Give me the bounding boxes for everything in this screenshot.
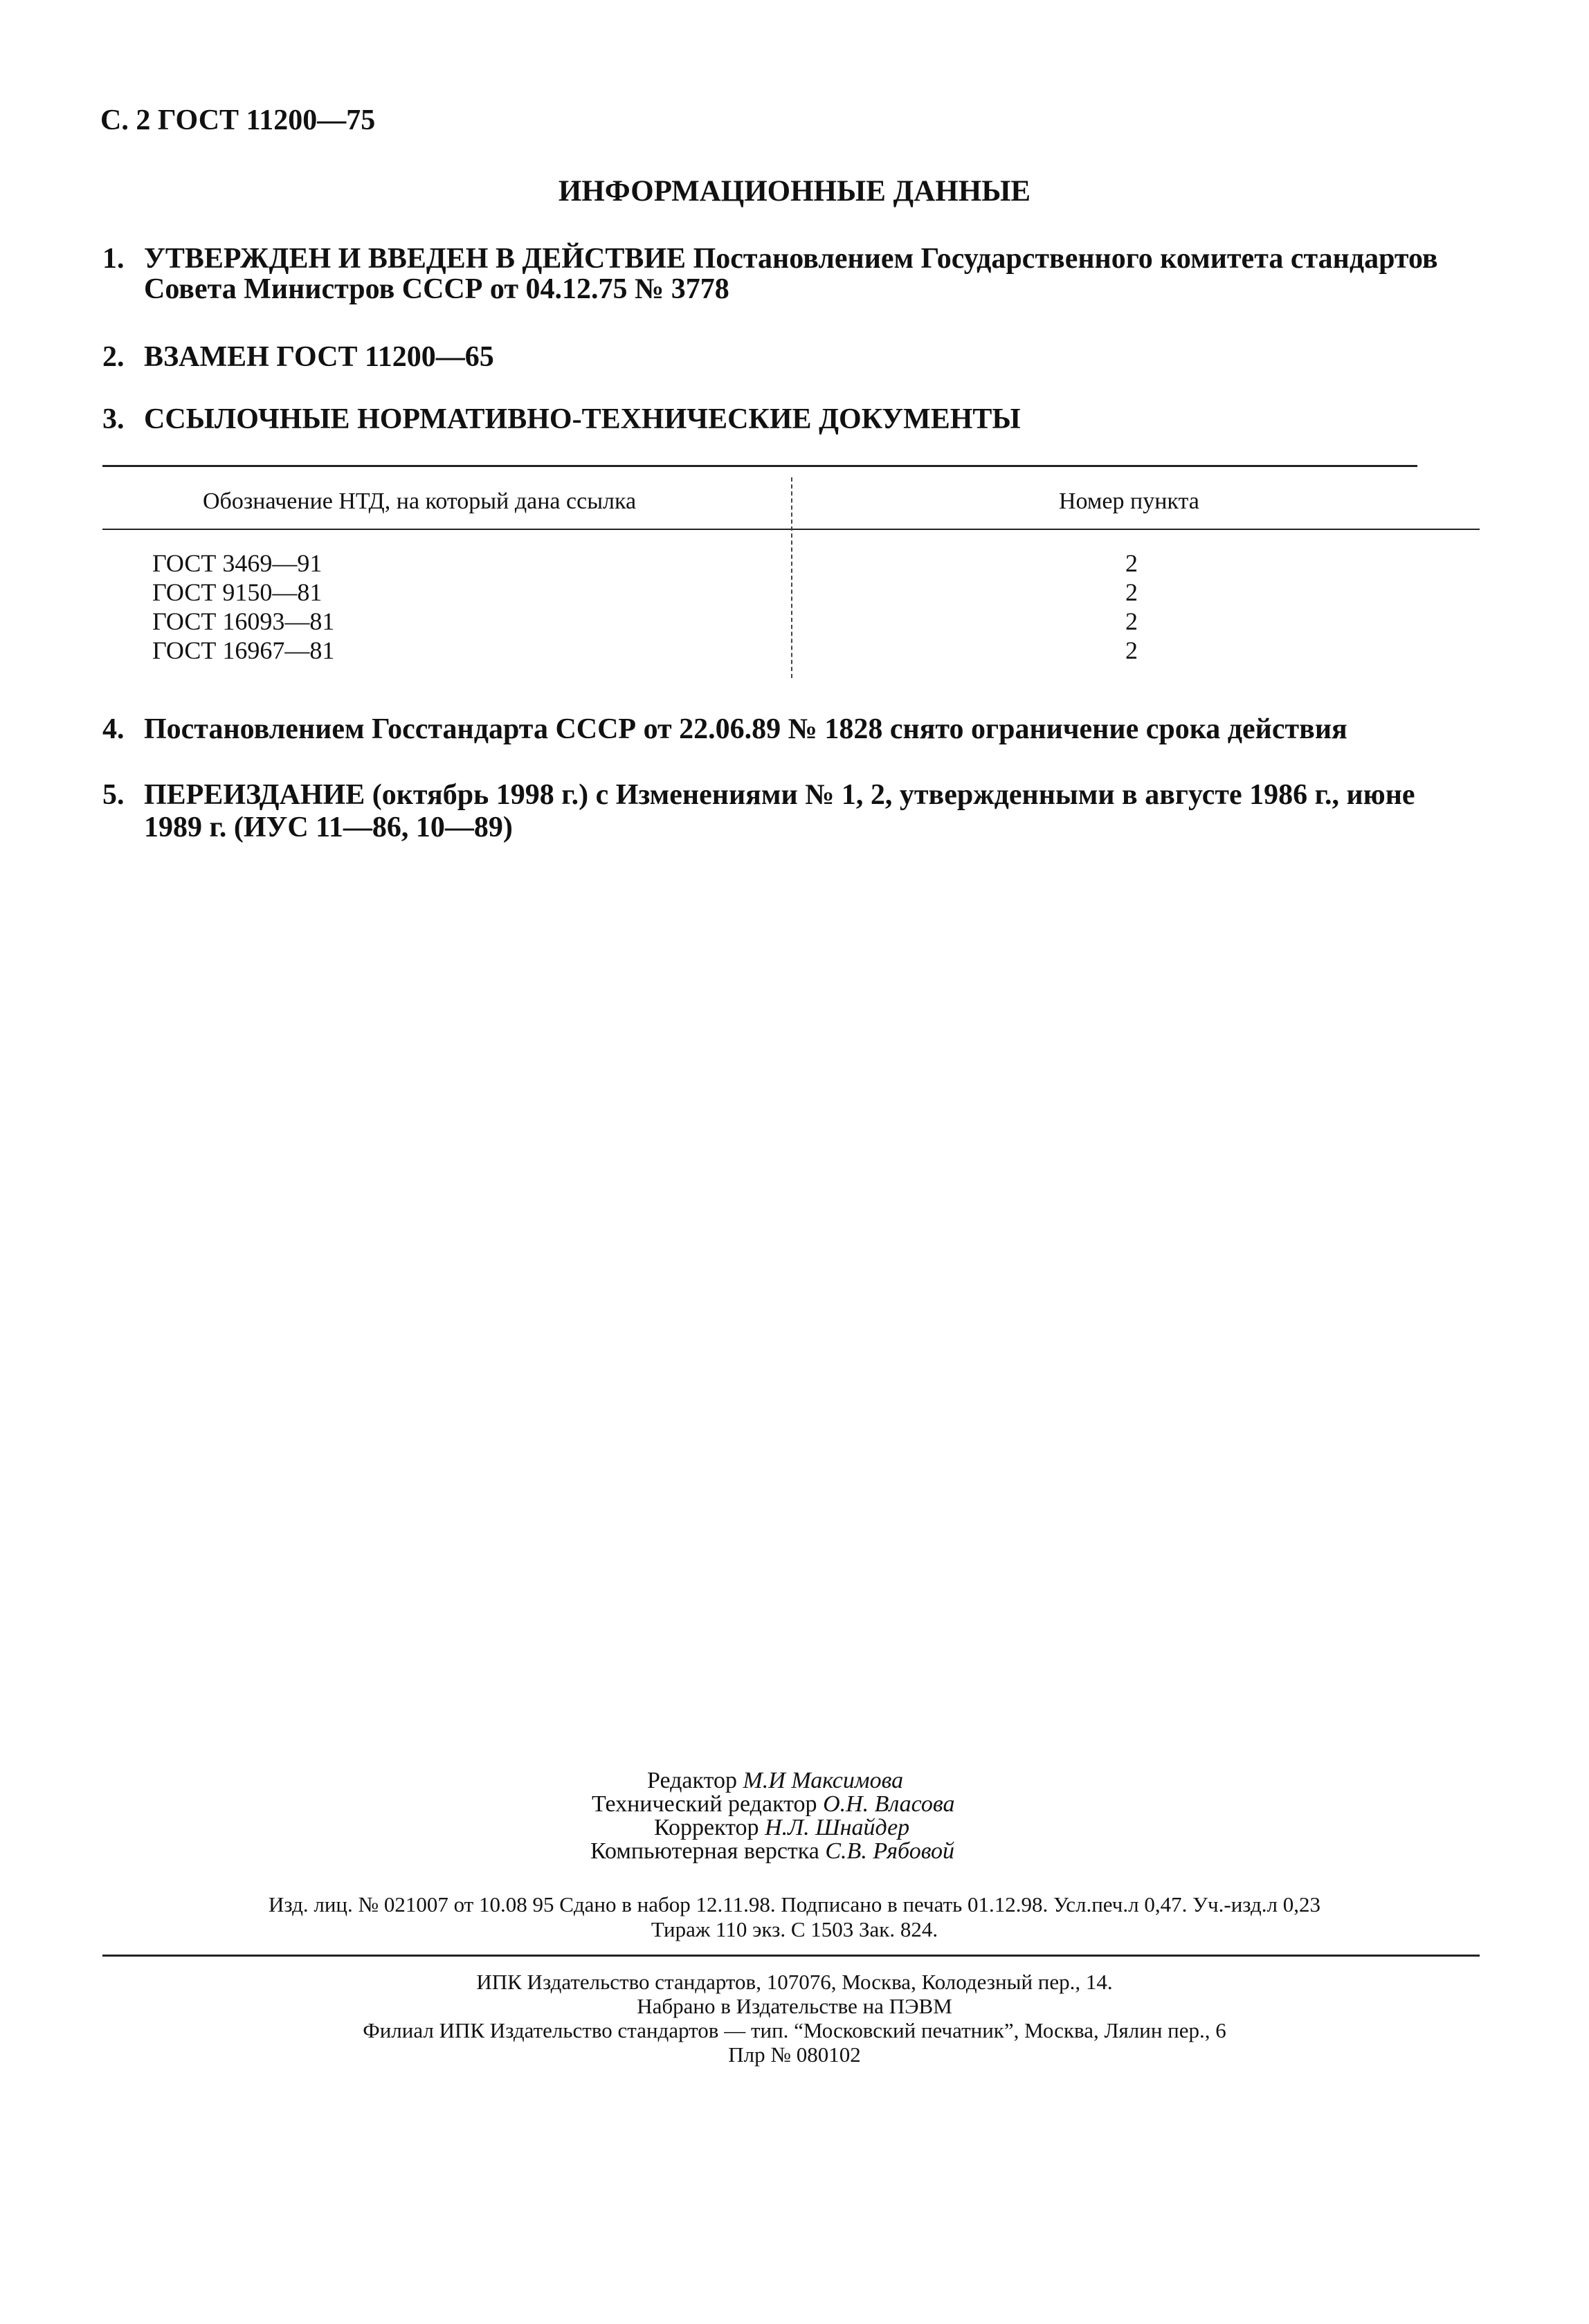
item-number: 3. [102,403,125,435]
credit-name: О.Н. Власова [823,1791,955,1817]
publisher-line-1: ИПК Издательство стандартов, 107076, Москва, Колодезный пер., 14. [476,1970,1113,1994]
credit-role: Корректор [654,1815,759,1840]
table-cell-document: ГОСТ 9150—81 [152,578,323,606]
page-header: С. 2 ГОСТ 11200—75 [100,104,376,136]
item-text: Постановлением Государственного комитета стандартов [686,243,1438,275]
credit-layout [590,1838,954,1865]
table-row [152,607,334,636]
item-text: ВЗАМЕН ГОСТ 11200—65 [144,341,494,373]
credit-name: М.И Максимова [743,1768,904,1793]
table-column-divider [791,477,792,678]
table-cell-clause: 2 [1125,637,1138,664]
table-cell-clause: 2 [1125,607,1138,635]
credit-name: Н.Л. Шнайдер [765,1815,910,1840]
print-info-line-2: Тираж 110 экз. С 1503 Зак. 824. [651,1917,938,1941]
item-lead: УТВЕРЖДЕН И ВВЕДЕН В ДЕЙСТВИЕ [144,243,687,275]
item-number: 1. [102,243,125,275]
print-info-line-1: Изд. лиц. № 021007 от 10.08 95 Сдано в набор 12.11.98. Подписано в печать 01.12.98. Усл.печ.л 0,47. Уч.-изд.л 0,23 [269,1892,1320,1916]
credit-tech-editor [592,1791,954,1818]
credit-role: Редактор [647,1768,737,1793]
table-row [152,636,334,665]
credit-role: Компьютерная верстка [590,1838,819,1864]
item-line [144,242,1438,275]
credit-name: С.В. Рябовой [825,1838,955,1864]
footer-rule [102,1955,1480,1957]
publisher-line-3: Филиал ИПК Издательство стандартов — тип. “Московский печатник”, Москва, Лялин пер., 6 [363,2018,1226,2042]
page-title: ИНФОРМАЦИОННЫЕ ДАННЫЕ [558,175,1031,208]
table-row [152,578,322,607]
table-top-rule [102,465,1417,467]
table-cell-document: ГОСТ 16967—81 [152,637,335,664]
item-text: Постановлением Госстандарта СССР от 22.06.89 № 1828 снято ограничение срока действия [144,713,1347,745]
item-text: ССЫЛОЧНЫЕ НОРМАТИВНО-ТЕХНИЧЕСКИЕ ДОКУМЕНТЫ [144,403,1021,435]
table-row [152,549,322,578]
publisher-license: Плр № 080102 [728,2042,861,2067]
publisher-line-2: Набрано в Издательстве на ПЭВМ [637,1994,952,2018]
table-cell-clause: 2 [1125,578,1138,606]
credit-role: Технический редактор [592,1791,817,1817]
item-number: 5. [102,779,125,811]
item-number: 2. [102,341,125,373]
table-header-document: Обозначение НТД, на который дана ссылка [203,488,637,514]
item-number: 4. [102,713,125,745]
credit-corrector [654,1815,909,1841]
table-cell-clause: 2 [1125,549,1138,577]
table-cell-document: ГОСТ 16093—81 [152,607,335,635]
item-line-2: Совета Министров СССР от 04.12.75 № 3778 [144,273,729,305]
item-line-2: 1989 г. (ИУС 11—86, 10—89) [144,812,513,843]
table-header-clause: Номер пункта [1059,488,1199,514]
item-text: ПЕРЕИЗДАНИЕ (октябрь 1998 г.) с Изменениями № 1, 2, утвержденными в августе 1986 г., июне [144,779,1415,811]
table-cell-document: ГОСТ 3469—91 [152,549,323,577]
credit-editor [647,1768,903,1794]
